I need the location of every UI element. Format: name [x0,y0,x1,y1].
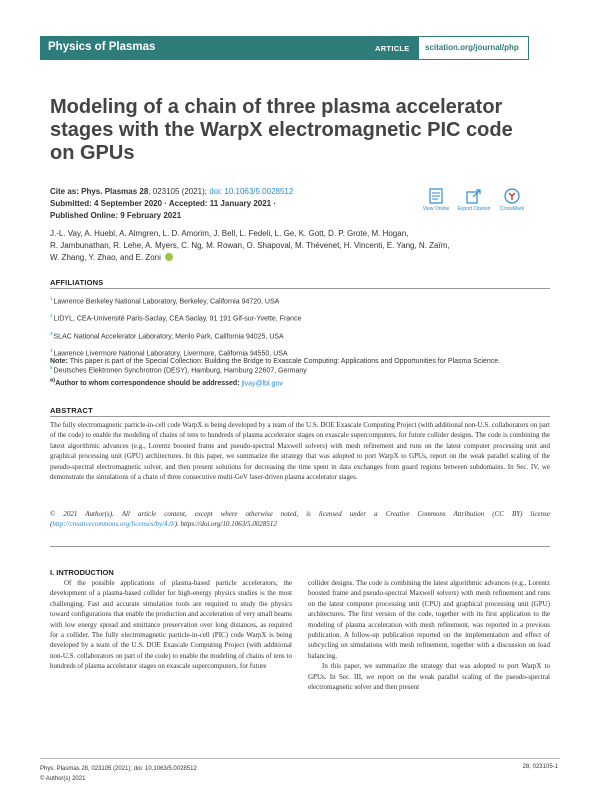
abstract-end-rule [50,546,550,547]
intro-heading: I. INTRODUCTION [50,568,114,577]
affiliation-item: $^1$Lawrence Berkeley National Laboratory, Berkeley, California 94720, USA [50,296,280,306]
footer-citation: Phys. Plasmas 28, 023105 (2021); doi: 10.1063/5.0028512 © Author(s) 2021 [40,766,197,782]
affiliation-item: $^3$SLAC National Accelerator Laboratory, Menlo Park, California 94025, USA [50,330,284,340]
article-label: ARTICLE [375,44,410,53]
document-icon [429,188,443,204]
author-line-1: J.-L. Vay, A. Huebl, A. Almgren, L. D. Amorim, J. Bell, L. Fedeli, L. Ge, K. Gott, D. P. Grote, M. Hogan, [50,229,409,238]
affiliation-item: $^2$LIDYL, CEA-Université Paris-Saclay, CEA Saclay, 91 191 Gif-sur-Yvette, France [50,313,302,323]
special-collection-note: Note: This paper is part of the Special Collection: Building the Bridge to Exascale Computing: Applications and Opportunities for Plasma Science. [50,358,501,365]
license-text: © 2021 Author(s). All article content, except where otherwise noted, is licensed under a Creative Commons Attribution (CC BY) license (http://creativecommons.org/licenses/by/4.0/). https://doi.org/10.1063/5.0028512 [50,510,550,529]
affiliations-rule [50,288,550,289]
author-list [50,228,550,264]
cite-as-line [50,186,293,198]
published-line: Published Online: 9 February 2021 [50,211,182,220]
license-link[interactable]: http://creativecommons.org/licenses/by/4.0/ [52,520,175,529]
footer-rule [40,758,560,759]
intro-right-column: collider designs. The code is combining the latest algorithmic advances (e.g., Lorentz boosted frame and pseudo-spectral Maxwell solvers) with mesh refinement and runs on the latest computer processing unit (CPU) and graphical processing unit (GPU) architectures. The first version of the code, together with its first application to the modeling of plasma acceleration with mesh refinement, was reported in a previous publication. A follow-up publication reported on the implementation and effect of subcycling on simulations with mesh refinement, together with a discussion on load balancing. In this paper, we summarize the strategy that was adopted to port WarpX to GPUs. In Sec. III, we report on the weak parallel scaling of the pseudo-spectral electromagnetic solver and then present [308,579,550,692]
journal-name[interactable]: Physics of Plasmas [48,41,156,53]
journal-url-box[interactable] [418,36,529,60]
export-icon [466,188,482,204]
abstract-text: The fully electromagnetic particle-in-cell code WarpX is being developed by a team of the U.S. DOE Exascale Computing Project (with additional non-U.S. collaborators on part of the code) to enable the modeling of chains of tens to hundreds of plasma accelerator stages on exascale supercomputers, for future collider designs. The code is combining the latest algorithmic advances (e.g., Lorentz boosted frame and pseudo-spectral Maxwell solvers) with mesh refinement and runs on the latest computer processing unit and graphical processing unit (GPU) architectures. In this paper, we summarize the strategy that was adopted to port WarpX to GPUs, report on the weak parallel scaling of the pseudo-spectral electromagnetic solver, and then present solutions for decreasing the time spent in data exchanges from guard regions between subdomains. In Sec. IV, we demonstrate the simulations of a chain of three consecutive multi-GeV laser-driven plasma accelerator stages. [50,421,550,482]
abstract-rule [50,416,550,417]
export-citation-label: Export Citation [457,206,491,212]
affiliations-heading: AFFILIATIONS [50,278,104,287]
cite-volume: 28 [139,187,149,196]
intro-left-column: Of the possible applications of plasma-based particle accelerators, the development of a plasma-based collider for high-energy physics studies is the most challenging. Fast and accurate simulation tools are required to study the physics toward configurations that enable the production and acceleration of very small beams with low energy spread and emittance preservation over long distances, as required for a collider. The fully electromagnetic particle-in-cell (PIC) code WarpX is being developed by a team of the U.S. DOE Exascale Computing Project (with additional non-U.S. collaborators on part of the code) to enable the modeling of chains of tens to hundreds of plasma accelerator stages on exascale supercomputers, for future [50,579,292,671]
cite-as-rest: , 023105 (2021); [148,187,208,196]
article-title: Modeling of a chain of three plasma accelerator stages with the WarpX electromagnetic PIC code on GPUs [50,96,513,164]
crossmark-icon [504,188,520,204]
cite-as-prefix: Cite as: Phys. Plasmas [50,187,138,196]
orcid-icon[interactable] [165,253,173,261]
author-line-2: R. Jambunathan, R. Lehe, A. Myers, C. Ng, M. Rowan, O. Shapoval, M. Thévenet, H. Vincenti, E. Yang, N. Zaïm, [50,241,450,250]
citation-block [50,186,293,222]
view-online-label: View Online [422,206,450,212]
submitted-line: Submitted: 4 September 2020 · Accepted: 11 January 2021 · [50,199,277,208]
affiliation-item: $^4$Lawrence Livermore National Laboratory, Livermore, California 94550, USA [50,347,288,358]
correspondence-line: $^{a)}$Author to whom correspondence should be addressed: jlvay@lbl.gov [50,378,283,388]
export-citation-button[interactable] [456,188,492,212]
view-online-button[interactable] [418,188,454,212]
correspondence-email[interactable]: jlvay@lbl.gov [241,380,283,388]
affiliation-item: $^5$Deutsches Elektronen Synchrotron (DESY), Hamburg, Hamburg 22607, Germany [50,365,307,375]
abstract-heading: ABSTRACT [50,406,93,415]
page-number: 28, 023105-1 [522,764,558,770]
crossmark-button[interactable] [494,188,530,212]
doi-link[interactable]: doi: 10.1063/5.0028512 [209,187,294,196]
crossmark-label: CrossMark [499,206,525,212]
journal-url[interactable]: scitation.org/journal/php [425,43,519,52]
author-line-3: W. Zhang, Y. Zhao, and E. Zoni [50,252,550,264]
